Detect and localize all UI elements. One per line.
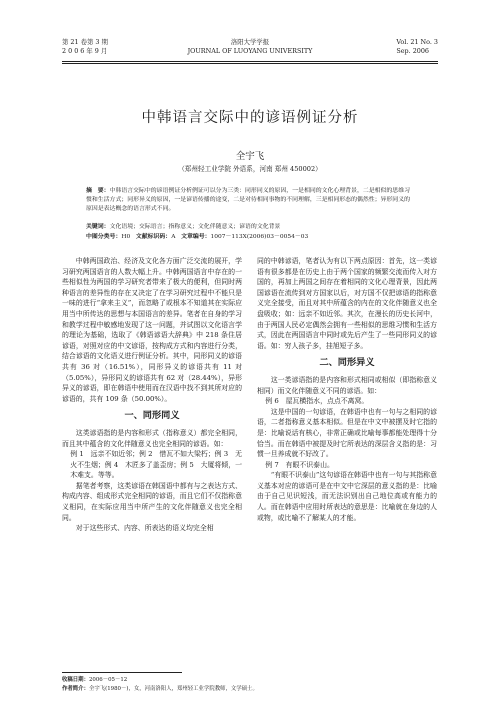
example-6-text: 这是中国的一句谚语，在韩语中也有一句与之相同的谚语，二者指称意义基本相似。但是在中文中被摆及时它指的是：比喻说话有核心，非常正确或比喻每事都能处理得十分恰当。而在韩语中被提及时它所表达的深层含义指的是：习惯一旦养成就不好改了。: [257, 407, 437, 459]
reasons-paragraph: 同的中韩谚语，笔者认为有以下两点原因：首先，这一类谚语有很多都是在历史上由于两个国家的频繁交流而传入对方国的，再加上两国之间存在着相同的文化心理背景，因此两国谚语在流传到对方国家以后，对方国不仅把谚语的指称意义完全接受，而且对其中所蕴含的内在的文化伴随意义也全盘吸收；如：远亲不如近邻。其次，在漫长的历史长河中，由于两国人民必定偶然会拥有一些相似的思维习惯和生活方式，因此在两国语言中同时或先后产生了一些同形同义的谚语。如：穷人孩子多，挂旭短子多。: [257, 257, 437, 350]
section-heading-2: 二、同形异义: [319, 357, 375, 369]
article-number: 1007－113X(2006)03－0054－03: [210, 234, 309, 240]
header-rule-thin: [62, 63, 438, 64]
author-bio: 作者简介：全宇飞(1980－)，女，河南洛阳人，郑州轻工业学院教师，文学硕士。: [62, 685, 258, 692]
keywords-label: 关键词：: [86, 223, 110, 230]
section1-intro: 这类谚语指的是内容和形式（指称意义）都完全相同，而且其中蕴含的文化伴随意义也完全相同的谚语。如：: [62, 428, 242, 448]
document-code: A: [171, 234, 176, 240]
abstract-text: 中韩语言交际中的谚语例证分析例证可以分为三类：同形同义的原因，一是相同的文化心理背景，二是相似的思维习惯和生活方式；同形异义的原因，一是谚语传播的途变，二是对待相同事物的不同理解，三是相同形态的偶然性；异形同义的原因是表达概念的语言形式不同。: [86, 188, 410, 213]
abstract: [86, 186, 414, 215]
section1-examples: 例 1 远亲不如近邻；例 2 惜瓦不如大梁朽；例 3 无火不生烟；例 4 木匠多了盖歪房；例 5 大厦将倾，一木难支。等等。: [70, 450, 242, 480]
example-7-text: “有眼不识泰山”这句谚语在韩语中也有一句与其指称意义基本对应的谚语可是在中文中它深层的意义指的是：比喻由于自己见识短浅，而无法识别出自己地位高或有能力的人。而在韩语中应用时所表达的意思是：比喻就在身边的人或物，或比喻不了解某人的才能。: [257, 471, 437, 522]
received-date: 收稿日期：2006－05－12: [62, 677, 128, 683]
author-affiliation: （郑州轻工业学院 外语系，河南 郑州 450002）: [178, 165, 322, 173]
section1-paragraph-3: 对于这些形式、内容、所表达的语义均完全相: [75, 524, 214, 533]
example-7: 例 7 有眼不识泰山。: [265, 460, 334, 469]
clc-number: H0: [121, 234, 131, 240]
header-rule: [62, 61, 438, 62]
journal-volume: 第 21 卷第 3 期 2 0 0 6 年 9 月: [62, 38, 108, 55]
abstract-label: 摘 要：: [86, 187, 110, 194]
classification-line: 中图分类号：H0 文献标识码：A 文章编号：1007－113X(2006)03－0054－03: [86, 233, 309, 240]
section2-intro: 这一类谚语指的是内容和形式相同或相似（即指称意义相同）而文化伴随意义不同的谚语。如：: [257, 375, 437, 395]
keywords: [86, 222, 414, 232]
footnote: [62, 676, 322, 693]
body-right-column: [257, 256, 437, 523]
journal-name: 洛阳大学学报 JOURNAL OF LUOYANG UNIVERSITY: [187, 38, 313, 55]
footnote-rule: [62, 672, 182, 673]
section1-paragraph-2: 据笔者考察，这类谚语在韩国语中都有与之表达方式、构成内容、组成形式完全相同的谚语，而且它们不仅指称意义相同，在实际应用当中所产生的文化伴随意义也完全相同。: [62, 481, 242, 522]
body-left-column: [62, 256, 242, 534]
author-name: 全宇飞: [235, 151, 265, 162]
intro-paragraph: 中韩两国政治、经济及文化各方面广泛交流的展开，学习研究两国语言的人数大幅上升。中韩两国语言中存在的一些相似性为两国的学习研究者带来了极大的便利，但同时两种语言的差异性的存在又决定了在学习研究过程中不能只是一味的进行“拿来主义”，而忽略了或根本不知道其在实际应用当中所传达的思想与本国语言的差异。笔者在自身的学习和教学过程中敏感地发现了这一问题，并试图以文化语言学的理论为基础，选取了《韩语谚语大辞典》中 218 条住居谚语，对照对应的中文谚语，按构成方式和内容进行分类，结合谚语的文化语义进行例证分析。其中，同形同义的谚语共有 36 对（16.51%），同形异义的谚语共有 11 对（5.05%），异形同义的谚语共有 62 对（28.44%），异形异义的谚语，即在韩语中使用而在汉语中找不到其所对应的谚语的，共有 109 条（50.00%）。: [62, 257, 242, 403]
journal-volume-en: Vol. 21 No. 3 Sep. 2006: [396, 38, 438, 55]
example-6: 例 6 屋瓦横指水，点点不离窝。: [265, 397, 369, 406]
article-title: 中韩语言交际中的谚语例证分析: [141, 110, 359, 126]
section-heading-1: 一、同形同义: [124, 410, 180, 422]
keywords-text: 文化语境；交际语言；指称意义；文化伴随意义；谚语的文化背景: [109, 224, 281, 230]
